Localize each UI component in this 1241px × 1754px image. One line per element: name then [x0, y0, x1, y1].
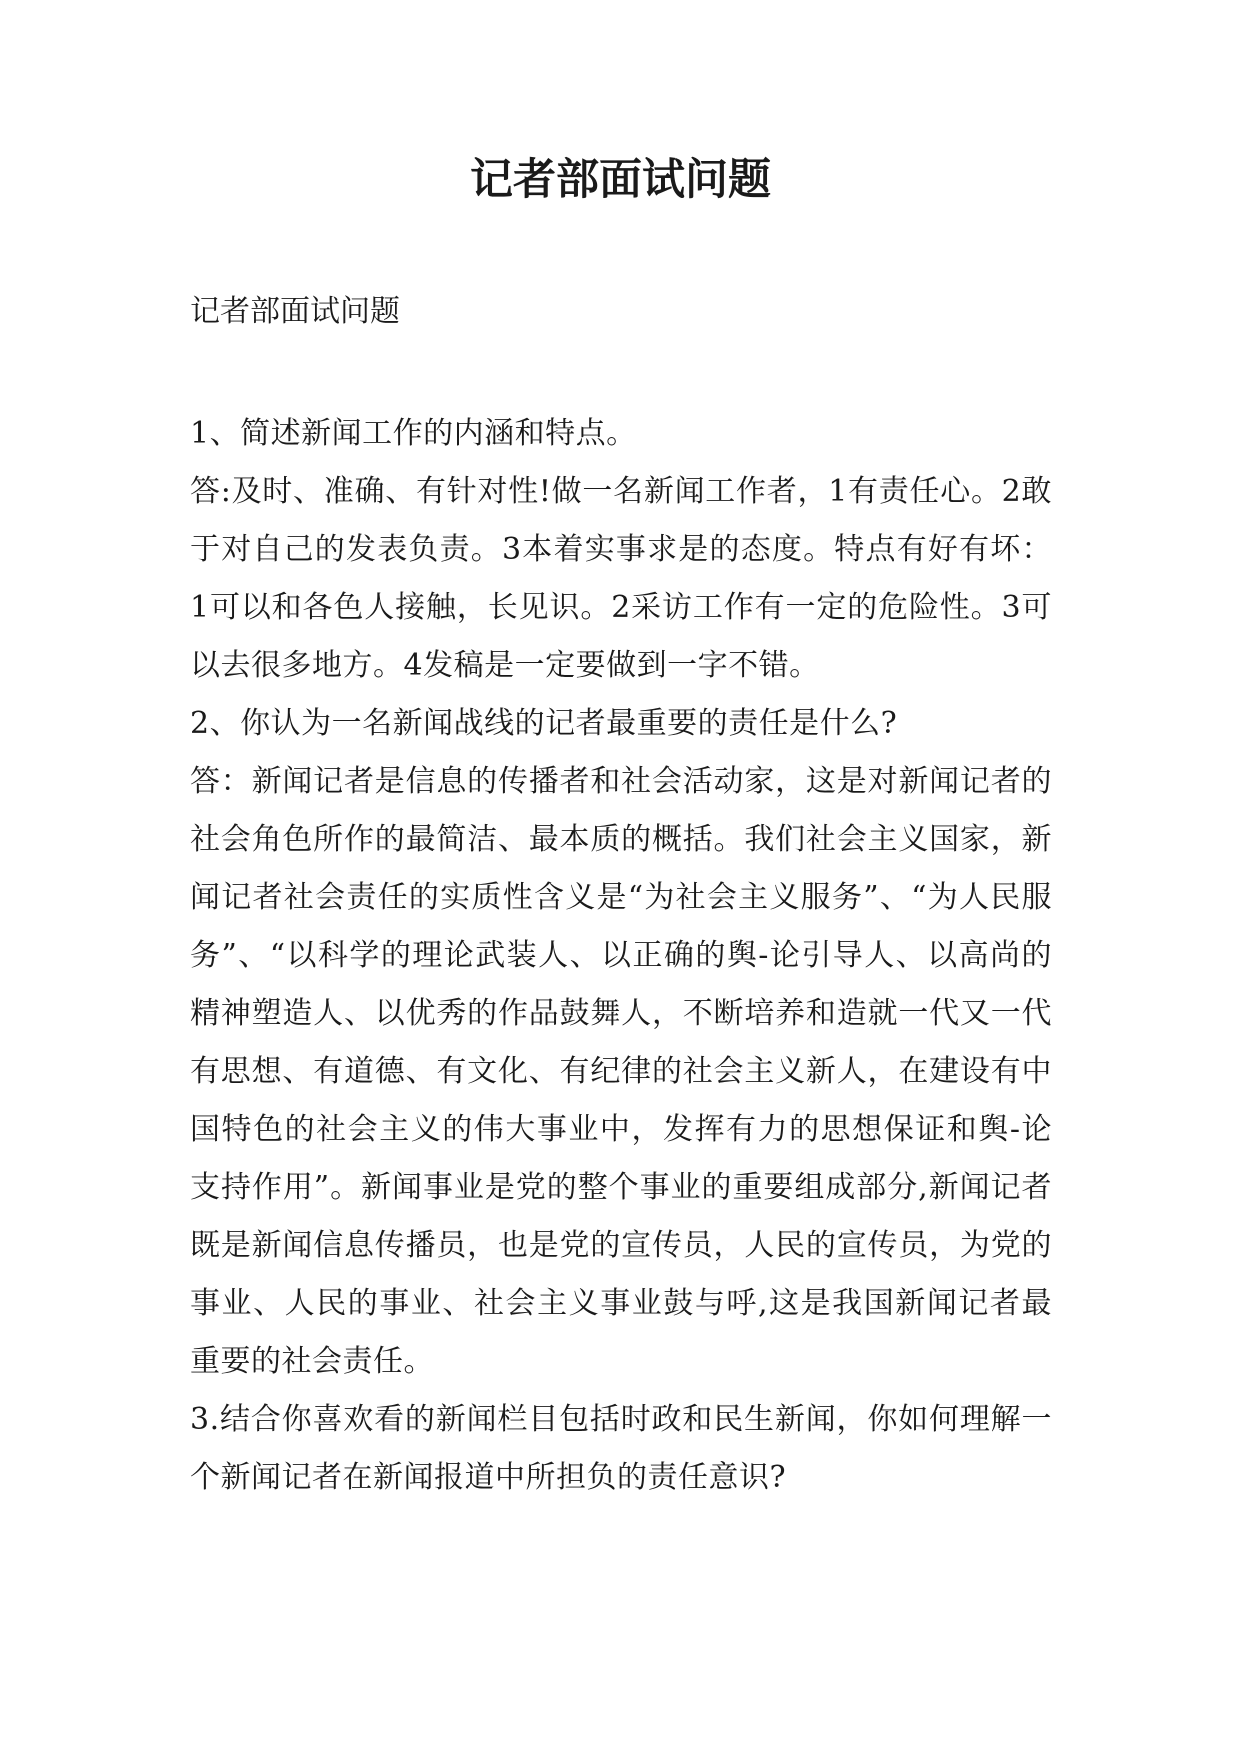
document-subtitle: 记者部面试问题 — [190, 294, 400, 329]
answer-2: 答：新闻记者是信息的传播者和社会活动家，这是对新闻记者的社会角色所作的最简洁、最本质的概括。我们社会主义国家，新闻记者社会责任的实质性含义是“为社会主义服务”、“为人民服务”、“以科学的理论武装人、以正确的舆-论引导人、以高尚的精神塑造人、以优秀的作品鼓舞人，不断培养和造就一代又一代有思想、有道德、有文化、有纪律的社会主义新人，在建设有中国特色的社会主义的伟大事业中，发挥有力的思想保证和舆-论支持作用”。新闻事业是党的整个事业的重要组成部分,新闻记者既是新闻信息传播员，也是党的宣传员，人民的宣传员，为党的事业、人民的事业、社会主义事业鼓与呼,这是我国新闻记者最重要的社会责任。 — [190, 764, 1052, 1379]
question-1: 1、简述新闻工作的内涵和特点。 — [190, 416, 637, 451]
document-title: 记者部面试问题 — [470, 155, 771, 205]
document-body — [190, 405, 1052, 1507]
answer-1: 答:及时、准确、有针对性!做一名新闻工作者，1有责任心。2敢于对自己的发表负责。3本着实事求是的态度。特点有好有坏：1可以和各色人接触，长见识。2采访工作有一定的危险性。3可以去很多地方。4发稿是一定要做到一字不错。 — [190, 474, 1052, 683]
question-2: 2、你认为一名新闻战线的记者最重要的责任是什么? — [190, 706, 898, 741]
question-3: 3.结合你喜欢看的新闻栏目包括时政和民生新闻，你如何理解一个新闻记者在新闻报道中所担负的责任意识? — [190, 1402, 1052, 1495]
